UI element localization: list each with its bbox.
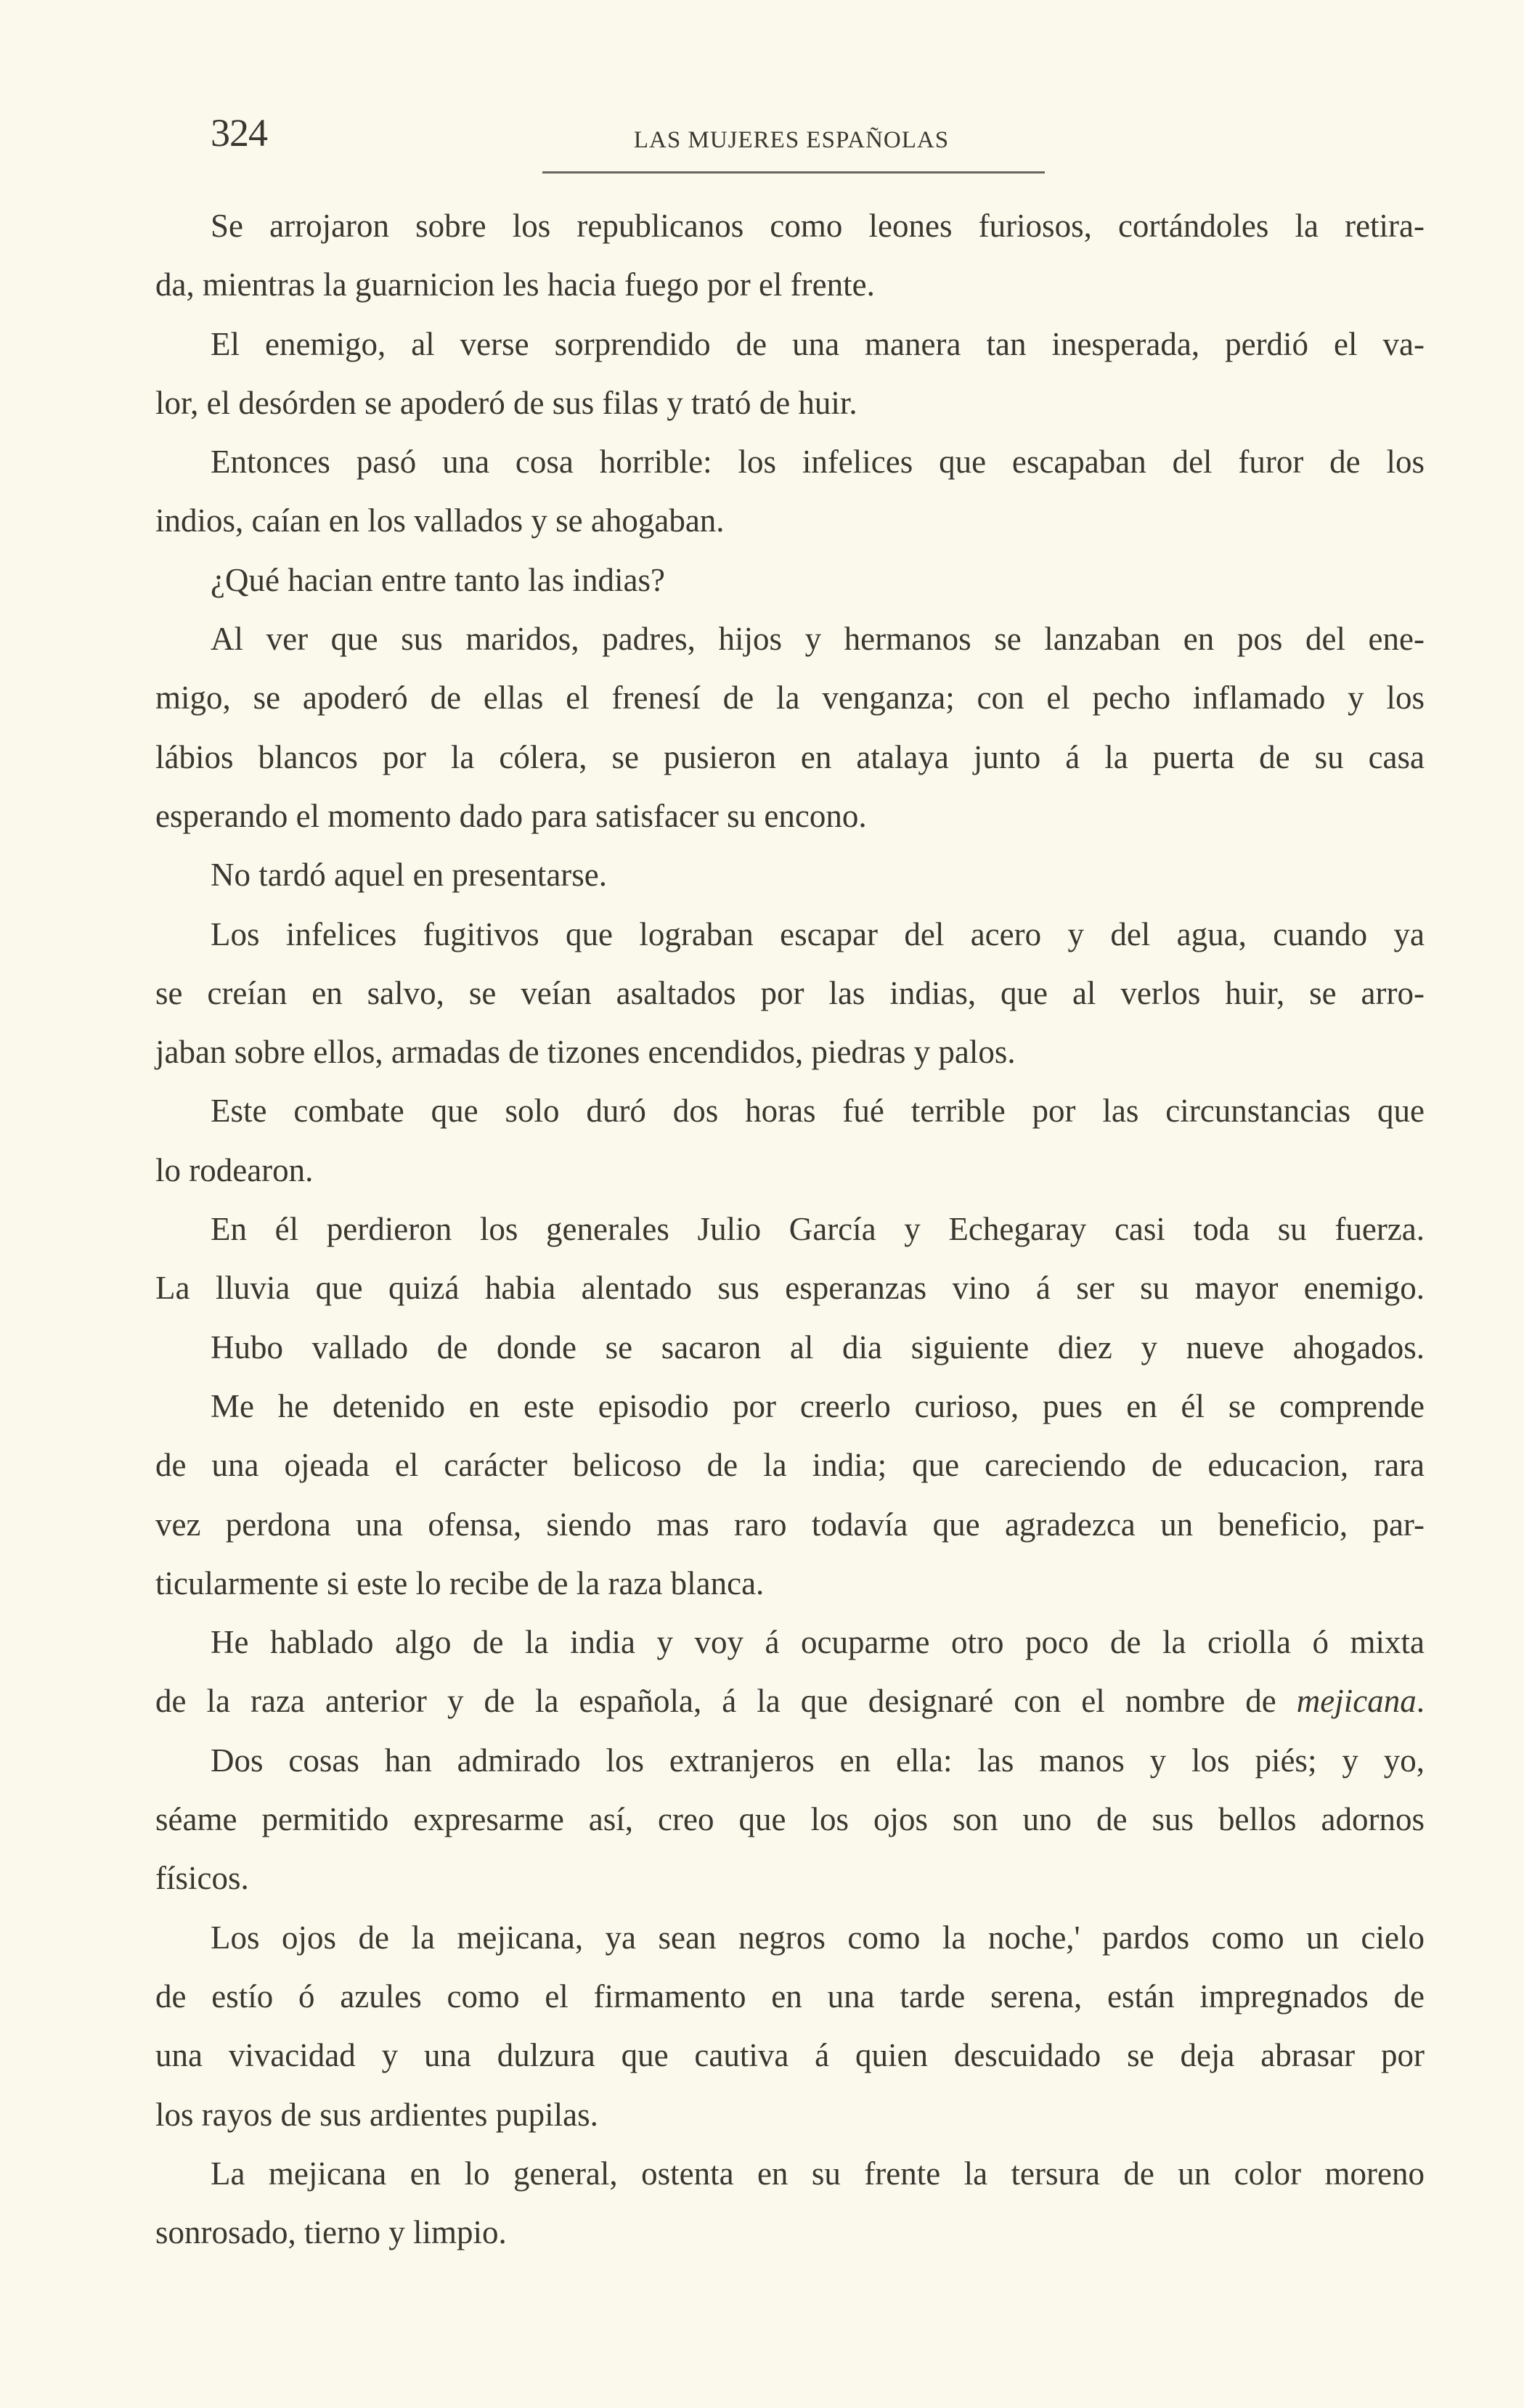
- text-line: Los infelices fugitivos que lograban escapar del acero y del agua, cuando ya: [211, 915, 1425, 952]
- paragraph: [155, 610, 1425, 846]
- text-line: Dos cosas han admirado los extranjeros en ella: las manos y los piés; y yo,: [211, 1742, 1425, 1779]
- text-line: No tardó aquel en presentarse.: [211, 857, 608, 894]
- paragraph: [155, 905, 1425, 1082]
- italic-term: mejicana: [1296, 1683, 1417, 1720]
- text-line: Al ver que sus maridos, padres, hijos y hermanos se lanzaban en pos del ene-: [211, 621, 1425, 658]
- text-line: de una ojeada el carácter belicoso de la india; que careciendo de educacion, rara: [155, 1447, 1425, 1484]
- paragraph: [155, 2144, 1425, 2263]
- text-line: vez perdona una ofensa, siendo mas raro todavía que agradezca un beneficio, par-: [155, 1506, 1425, 1543]
- text-segment: .: [1416, 1683, 1425, 1720]
- text-line: séame permitido expresarme así, creo que los ojos son uno de sus bellos adornos: [155, 1801, 1425, 1838]
- text-line: [155, 1672, 1425, 1731]
- running-title: LAS MUJERES ESPAÑOLAS: [633, 127, 950, 153]
- paragraph: [155, 846, 1425, 905]
- text-line: de estío ó azules como el firmamento en una tarde serena, están impregnados de: [155, 1978, 1425, 2015]
- text-line: ¿Qué hacian entre tanto las indias?: [211, 561, 665, 598]
- paragraph: [155, 1377, 1425, 1613]
- body-text: [155, 197, 1425, 2262]
- text-line: Se arrojaron sobre los republicanos como leones furiosos, cortándoles la retira-: [211, 208, 1425, 244]
- paragraph: [155, 1318, 1425, 1377]
- text-line: La mejicana en lo general, ostenta en su frente la tersura de un color moreno: [211, 2155, 1425, 2192]
- text-line: una vivacidad y una dulzura que cautiva á quien descuidado se deja abrasar por: [155, 2037, 1425, 2074]
- paragraph: [155, 1909, 1425, 2144]
- paragraph: [155, 315, 1425, 433]
- paragraph: [155, 1731, 1425, 1909]
- text-line: He hablado algo de la india y voy á ocuparme otro poco de la criolla ó mixta: [211, 1624, 1425, 1661]
- text-line: da, mientras la guarnicion les hacia fuego por el frente.: [155, 266, 875, 303]
- text-line: sonrosado, tierno y limpio.: [155, 2214, 507, 2251]
- text-line: La lluvia que quizá habia alentado sus esperanzas vino á ser su mayor enemigo.: [155, 1270, 1425, 1307]
- text-line: Entonces pasó una cosa horrible: los infelices que escapaban del furor de los: [211, 444, 1425, 481]
- text-line: ticularmente si este lo recibe de la raza blanca.: [155, 1564, 765, 1601]
- text-line: migo, se apoderó de ellas el frenesí de la venganza; con el pecho inflamado y los: [155, 679, 1425, 717]
- text-line: Los ojos de la mejicana, ya sean negros como la noche,' pardos como un cielo: [211, 1919, 1425, 1956]
- text-segment: de la raza anterior y de la española, á la que designaré con el nombre de: [155, 1683, 1297, 1720]
- text-line: El enemigo, al verse sorprendido de una manera tan inesperada, perdió el va-: [211, 325, 1425, 362]
- paragraph: [155, 551, 1425, 610]
- paragraph: [155, 1200, 1425, 1318]
- text-line: jaban sobre ellos, armadas de tizones encendidos, piedras y palos.: [155, 1034, 1016, 1071]
- text-line: Me he detenido en este episodio por creerlo curioso, pues en él se comprende: [211, 1387, 1425, 1424]
- text-line: En él perdieron los generales Julio García y Echegaray casi toda su fuerza.: [211, 1211, 1425, 1248]
- text-line: lábios blancos por la cólera, se pusieron en atalaya junto á la puerta de su casa: [155, 738, 1425, 775]
- text-line: Este combate que solo duró dos horas fué terrible por las circunstancias que: [211, 1093, 1425, 1130]
- text-line: se creían en salvo, se veían asaltados por las indias, que al verlos huir, se arro-: [155, 974, 1425, 1011]
- text-line: Hubo vallado de donde se sacaron al dia siguiente diez y nueve ahogados.: [211, 1329, 1425, 1366]
- page-number: 324: [211, 111, 267, 155]
- paragraph: [155, 433, 1425, 551]
- header-rule: [542, 171, 1045, 174]
- text-line: lor, el desórden se apoderó de sus filas y trató de huir.: [155, 384, 857, 421]
- text-line: indios, caían en los vallados y se ahogaban.: [155, 502, 725, 539]
- text-line: físicos.: [155, 1860, 249, 1897]
- paragraph: [155, 197, 1425, 315]
- text-line: lo rodearon.: [155, 1151, 314, 1188]
- paragraph: [155, 1082, 1425, 1200]
- text-line: esperando el momento dado para satisfacer su encono.: [155, 797, 867, 834]
- paragraph: [155, 1613, 1425, 1731]
- text-line: los rayos de sus ardientes pupilas.: [155, 2096, 598, 2133]
